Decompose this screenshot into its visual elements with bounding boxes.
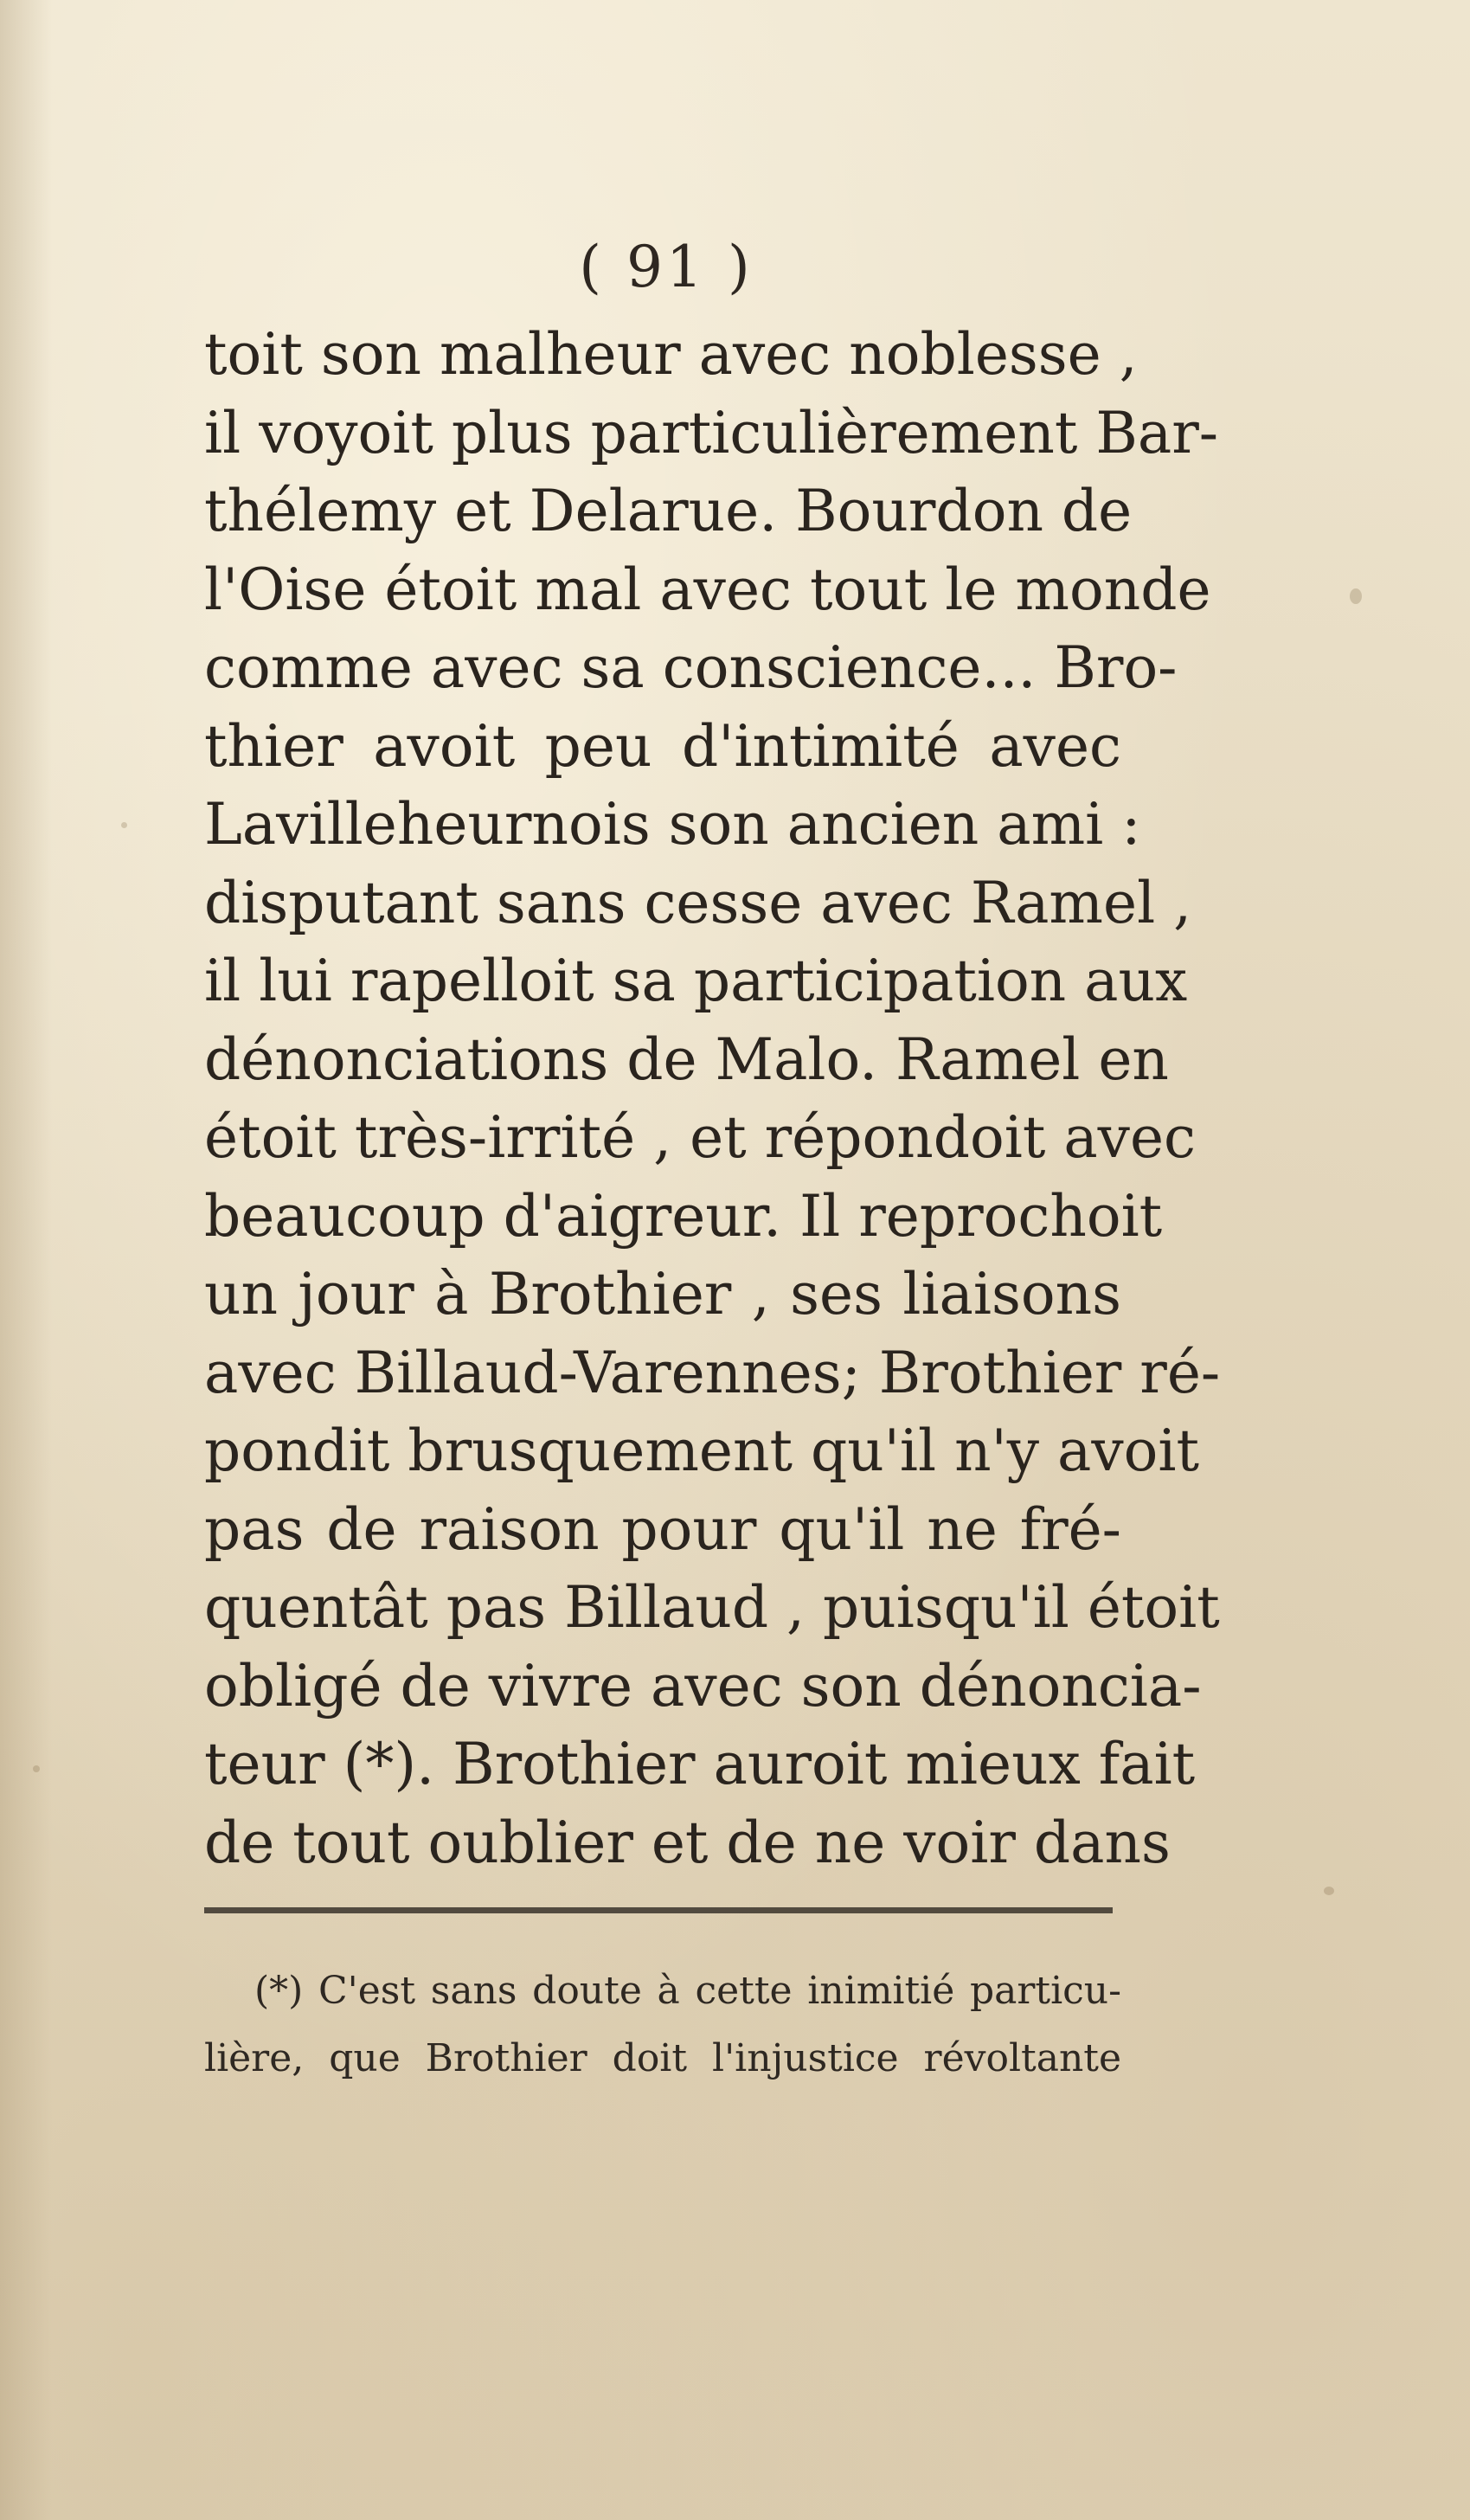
paper-speck: [33, 1765, 40, 1772]
page-number: ( 91 ): [579, 234, 754, 300]
footnote-separator-rule: [204, 1907, 1113, 1913]
text-line: thélemy et Delarue. Bourdon de: [204, 478, 1133, 544]
text-line: teur (*). Brothier auroit mieux fait: [204, 1731, 1196, 1797]
paper-speck: [121, 822, 127, 828]
text-line: un jour à Brothier , ses liaisons: [204, 1261, 1121, 1328]
text-line: toit son malheur avec noblesse ,: [204, 321, 1138, 388]
paper-speck: [1324, 1887, 1334, 1895]
footnote-line: (*) C'est sans doute à cette inimitié particu-: [254, 1969, 1121, 2013]
text-line: quentât pas Billaud , puisqu'il étoit: [204, 1574, 1220, 1641]
text-line: comme avec sa conscience... Bro-: [204, 634, 1178, 701]
text-line: Lavilleheurnois son ancien ami :: [204, 791, 1141, 858]
footnote-line: lière, que Brothier doit l'injustice révoltante: [204, 2036, 1121, 2080]
text-line: étoit très-irrité , et répondoit avec: [204, 1104, 1196, 1171]
text-line: il voyoit plus particulièrement Bar-: [204, 399, 1219, 466]
text-line: dénonciations de Malo. Ramel en: [204, 1025, 1169, 1093]
paper-speck: [1350, 588, 1362, 604]
text-line: il lui rapelloit sa participation aux: [204, 948, 1188, 1014]
text-line: de tout oublier et de ne voir dans: [204, 1809, 1171, 1876]
text-line: l'Oise étoit mal avec tout le monde: [204, 556, 1211, 623]
text-line: disputant sans cesse avec Ramel ,: [204, 869, 1192, 936]
text-line: thier avoit peu d'intimité avec: [204, 712, 1121, 780]
text-line: pas de raison pour qu'il ne fré-: [204, 1495, 1121, 1563]
text-line: obligé de vivre avec son dénoncia-: [204, 1652, 1202, 1720]
footnote: [204, 1958, 1121, 2092]
text-line: beaucoup d'aigreur. Il reprochoit: [204, 1182, 1163, 1250]
text-line: pondit brusquement qu'il n'y avoit: [204, 1418, 1200, 1484]
text-line: avec Billaud-Varennes; Brothier ré-: [204, 1339, 1221, 1406]
page-edge-shadow: [0, 0, 52, 2520]
body-text: [204, 316, 1221, 1882]
